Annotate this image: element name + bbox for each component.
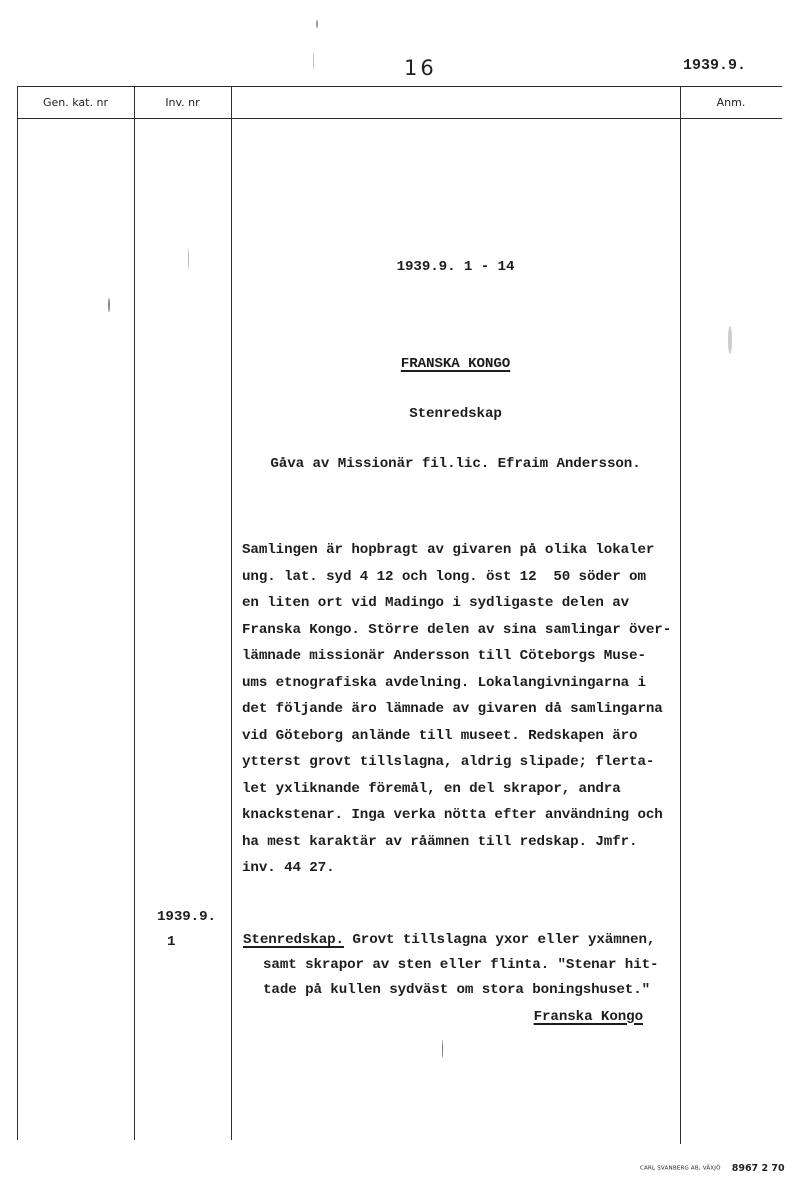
form-number: 8967 2 70 (731, 1163, 785, 1174)
description-line: knackstenar. Inga verka nötta efter användning och (242, 807, 663, 823)
entry-text-line: samt skrapor av sten eller flinta. "Stenar hit- (263, 956, 659, 973)
description-line: inv. 44 27. (242, 860, 335, 876)
collection-description (242, 537, 702, 882)
scan-speck (728, 326, 732, 354)
description-line: ung. lat. syd 4 12 och long. öst 12 50 söder om (242, 568, 646, 585)
collection-region: FRANSKA KONGO (400, 356, 511, 372)
scan-speck (313, 52, 314, 70)
table-top-rule (17, 86, 782, 87)
description-line: Franska Kongo. Större delen av sina samlingar över- (242, 621, 672, 638)
printer-name: CARL SVANBERG AB, VÄXJÖ (640, 1165, 721, 1172)
entry-inv-item: 1 (167, 934, 176, 950)
entry-title: Stenredskap. (243, 932, 344, 948)
entry-inv-number (157, 905, 216, 955)
column-divider-inv-desc (231, 86, 232, 1140)
entry-inv-prefix: 1939.9. (157, 909, 216, 925)
description-line: let yxliknande föremål, en del skrapor, andra (242, 780, 621, 797)
scan-speck (188, 248, 189, 270)
description-line: ytterst grovt tillslagna, aldrig slipade; flerta- (242, 754, 655, 770)
entry-text: Grovt tillslagna yxor eller yxämnen, (343, 932, 656, 948)
description-line: det följande äro lämnade av givaren då samlingarna (242, 701, 663, 717)
header-description (231, 88, 680, 118)
collection-category: Stenredskap (409, 406, 502, 422)
entry-description (243, 927, 693, 1029)
entry-text-line: tade på kullen sydväst om stora boningshuset." (263, 982, 651, 998)
column-divider-gen-inv (134, 86, 135, 1140)
description-line: lämnade missionär Andersson till Cöteborgs Muse- (242, 648, 646, 664)
page-number: 16 (404, 56, 437, 80)
series-year: 1939.9. (683, 57, 747, 74)
header-gen-kat-nr: Gen. kat. nr (43, 96, 108, 109)
collection-donor: Gåva av Missionär fil.lic. Efraim Andersson. (270, 456, 641, 472)
printer-imprint (640, 1158, 785, 1177)
scan-speck (316, 20, 318, 28)
description-line: ha mest karaktär av råämnen till redskap. Jmfr. (242, 833, 638, 850)
description-line: en liten ort vid Madingo i sydligaste delen av (242, 595, 630, 611)
table-header-rule (17, 118, 782, 119)
collection-region-wrap (231, 354, 680, 372)
column-divider-left (17, 86, 18, 1140)
description-line: Samlingen är hopbragt av givaren på olika lokaler (242, 542, 655, 558)
scan-speck (442, 1040, 443, 1058)
header-inv-nr: Inv. nr (165, 96, 200, 109)
collection-range: 1939.9. 1 - 14 (396, 259, 515, 275)
scan-speck (108, 298, 110, 312)
header-anm: Anm. (716, 96, 746, 109)
description-line: ums etnografiska avdelning. Lokalangivningarna i (242, 674, 646, 691)
description-line: vid Göteborg anlände till museet. Redskapen äro (242, 727, 638, 744)
entry-locality: Franska Kongo (533, 1008, 643, 1025)
